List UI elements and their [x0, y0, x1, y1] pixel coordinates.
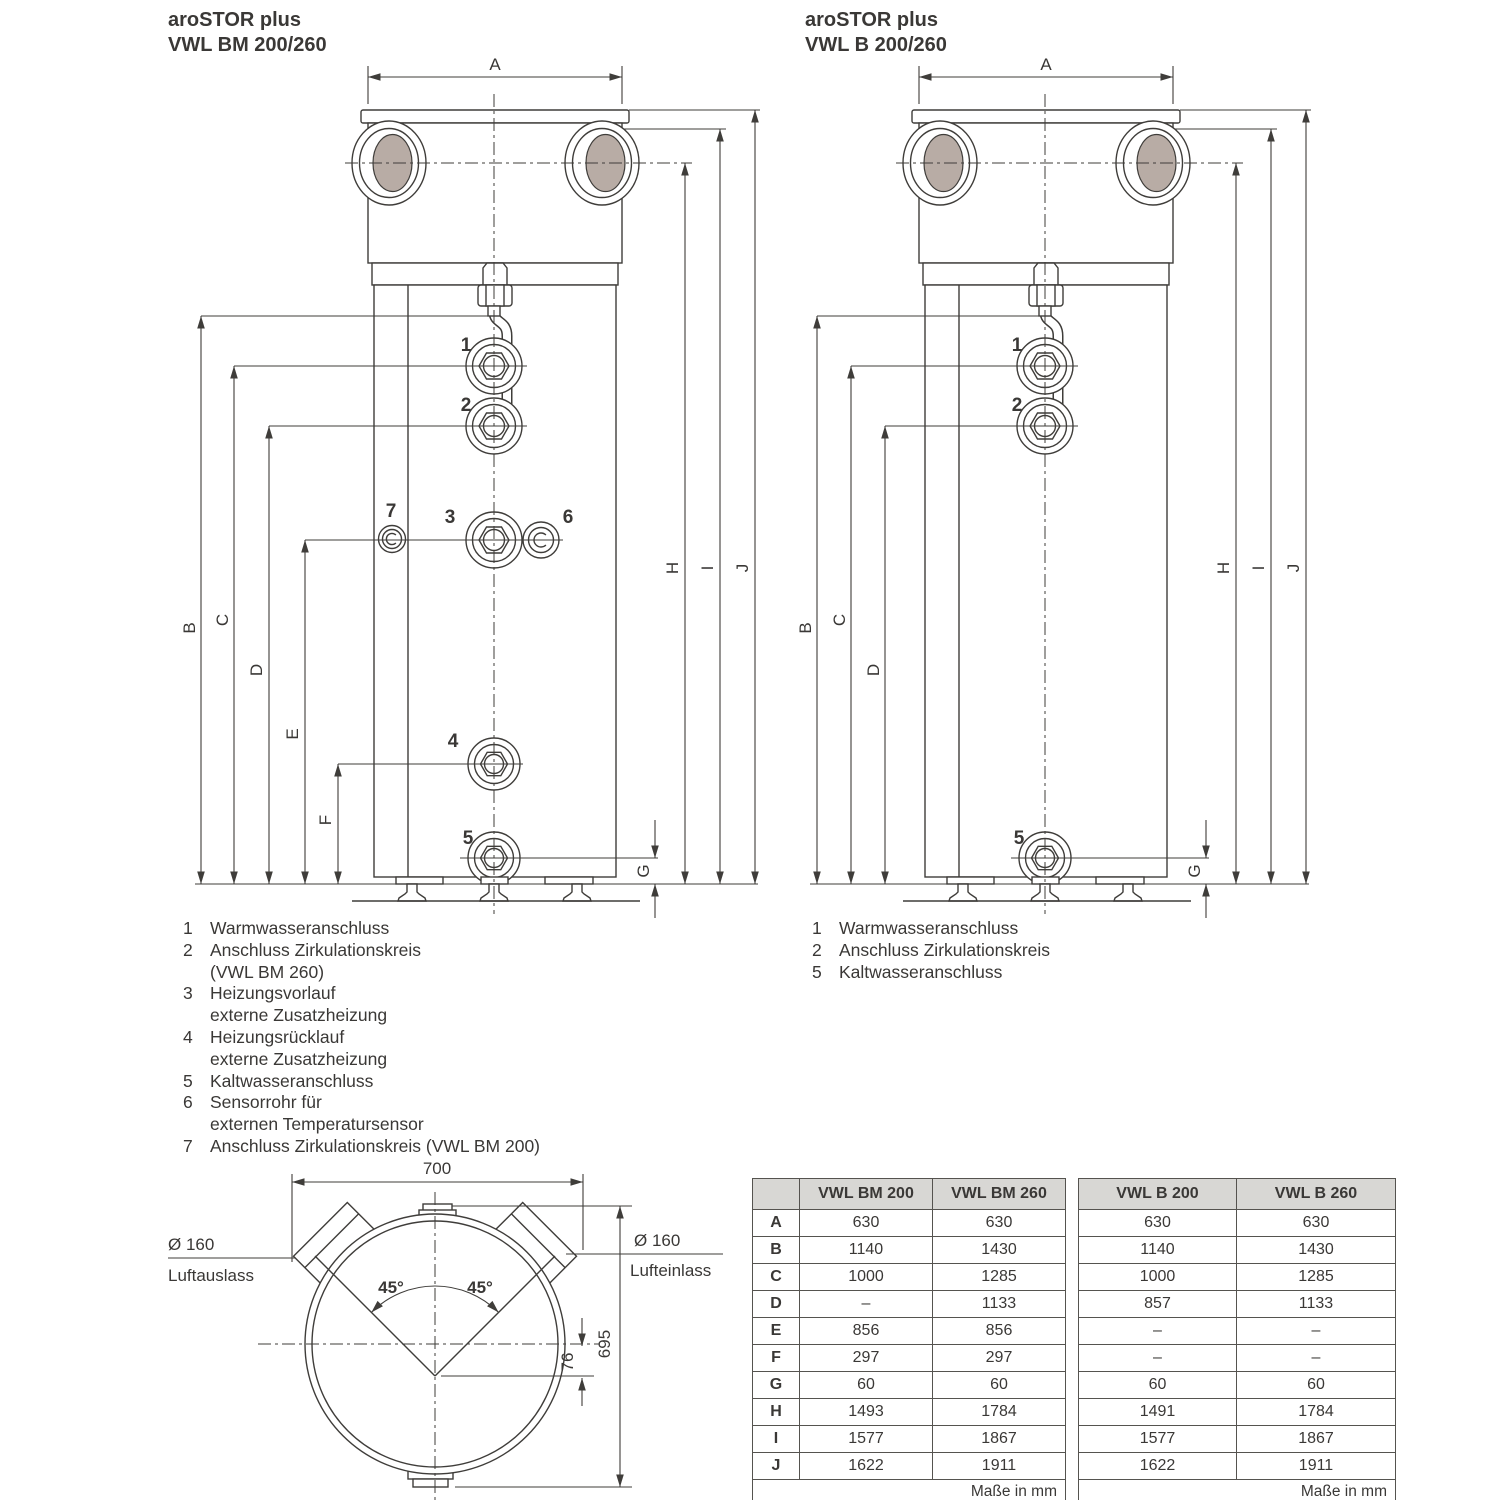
table-header-row: [753, 1179, 1066, 1210]
conn-1-label: 1: [1011, 335, 1023, 356]
dimension-table-bm: [752, 1178, 1066, 1500]
table-row: – –: [1079, 1318, 1396, 1345]
diameter-right-label: Ø 160: [634, 1231, 681, 1250]
dim-d-label: D: [864, 663, 883, 677]
tank-drawing-left: [180, 55, 760, 918]
table-row: – –: [1079, 1345, 1396, 1372]
dim-i-label: I: [1249, 565, 1268, 571]
table-row: 630 630: [1079, 1210, 1396, 1237]
dim-c-label: C: [830, 613, 849, 627]
legend-item: 1 Warmwasseranschluss: [183, 918, 390, 938]
table-row: G 60 60: [753, 1372, 1066, 1399]
legend-item-continuation: externen Temperatursensor: [210, 1114, 424, 1135]
dim-f-label: F: [316, 814, 335, 826]
table-row: C 1000 1285: [753, 1264, 1066, 1291]
dim-d-label: D: [247, 663, 266, 677]
dim-j-label: J: [733, 563, 752, 573]
title-left-line2: VWL BM 200/260: [168, 34, 327, 56]
table-header-row: [1079, 1179, 1396, 1210]
topview-width-label: 700: [422, 1159, 452, 1178]
table-row: 1622 1911: [1079, 1453, 1396, 1480]
tank-cap: [361, 110, 629, 123]
table-row: I 1577 1867: [753, 1426, 1066, 1453]
table-footer-row: [753, 1480, 1066, 1500]
dimension-table-b: [1078, 1178, 1396, 1500]
conn-3-label: 3: [444, 507, 456, 528]
dim-g-label: G: [1185, 864, 1204, 878]
units-note: Maße in mm: [753, 1480, 1066, 1500]
conn-6-label: 6: [562, 507, 574, 528]
dim-b-label: B: [796, 622, 815, 634]
legend-left: [183, 918, 540, 1158]
topview-height-label: 695: [595, 1329, 614, 1359]
table-footer-row: [1079, 1480, 1396, 1500]
dim-j-label: J: [1284, 563, 1303, 573]
table-row: F 297 297: [753, 1345, 1066, 1372]
col-header: VWL BM 260: [933, 1179, 1066, 1210]
table-row: A 630 630: [753, 1210, 1066, 1237]
dim-a-label: A: [1040, 55, 1052, 74]
table-row: 60 60: [1079, 1372, 1396, 1399]
air-inlet-label: Lufteinlass: [630, 1261, 712, 1280]
table-row: 1140 1430: [1079, 1237, 1396, 1264]
legend-right: [812, 918, 1050, 983]
legend-item: 5 Kaltwasseranschluss: [183, 1070, 374, 1091]
legend-item: 3 Heizungsvorlauf: [183, 983, 336, 1004]
dim-i-label: I: [698, 565, 717, 571]
conn-1-label: 1: [460, 335, 472, 356]
legend-item: 2 Anschluss Zirkulationskreis: [812, 939, 1051, 960]
title-right-line2: VWL B 200/260: [805, 34, 947, 56]
legend-item-continuation: externe Zusatzheizung: [210, 1005, 388, 1026]
table-row: E 856 856: [753, 1318, 1066, 1345]
tank-cap: [912, 110, 1180, 123]
table-row: 1491 1784: [1079, 1399, 1396, 1426]
legend-item: 4 Heizungsrücklauf: [183, 1026, 345, 1047]
table-row: J 1622 1911: [753, 1453, 1066, 1480]
col-header: VWL B 260: [1237, 1179, 1396, 1210]
conn-7-label: 7: [385, 501, 397, 522]
legend-item: 6 Sensorrohr für: [183, 1092, 322, 1113]
conn-2-label: 2: [460, 395, 472, 416]
top-view-drawing: [168, 1159, 723, 1500]
dim-b-label: B: [180, 622, 199, 634]
dim-e-label: E: [283, 728, 302, 740]
legend-item: 7 Anschluss Zirkulationskreis (VWL BM 200): [183, 1135, 541, 1156]
air-outlet-label: Luftauslass: [168, 1266, 254, 1285]
legend-item-continuation: (VWL BM 260): [210, 961, 325, 982]
dim-h-label: H: [1214, 561, 1233, 575]
col-header: VWL BM 200: [800, 1179, 933, 1210]
center-offset-label: 76: [558, 1352, 577, 1372]
units-note: Maße in mm: [1079, 1480, 1396, 1500]
table-row: 1000 1285: [1079, 1264, 1396, 1291]
legend-item-continuation: externe Zusatzheizung: [210, 1048, 388, 1069]
legend-item: 2 Anschluss Zirkulationskreis: [183, 939, 422, 960]
conn-2-label: 2: [1011, 395, 1023, 416]
col-header: VWL B 200: [1079, 1179, 1237, 1210]
dim-h-label: H: [663, 561, 682, 575]
table-row: 857 1133: [1079, 1291, 1396, 1318]
angle-left-label: 45°: [378, 1278, 404, 1297]
table-row: 1577 1867: [1079, 1426, 1396, 1453]
dim-g-label: G: [634, 864, 653, 878]
tank-drawing-right: [796, 55, 1311, 918]
conn-4-label: 4: [447, 731, 459, 752]
dim-c-label: C: [213, 613, 232, 627]
diameter-left-label: Ø 160: [168, 1235, 215, 1254]
table-row: D – 1133: [753, 1291, 1066, 1318]
dim-a-label: A: [489, 55, 501, 74]
title-left-line1: aroSTOR plus: [168, 9, 301, 31]
conn-5-label: 5: [462, 828, 474, 849]
legend-item: 1 Warmwasseranschluss: [812, 918, 1019, 938]
conn-5-label: 5: [1013, 828, 1025, 849]
title-right-line1: aroSTOR plus: [805, 9, 938, 31]
angle-right-label: 45°: [467, 1278, 493, 1297]
table-row: H 1493 1784: [753, 1399, 1066, 1426]
table-row: B 1140 1430: [753, 1237, 1066, 1264]
legend-item: 5 Kaltwasseranschluss: [812, 961, 1003, 982]
